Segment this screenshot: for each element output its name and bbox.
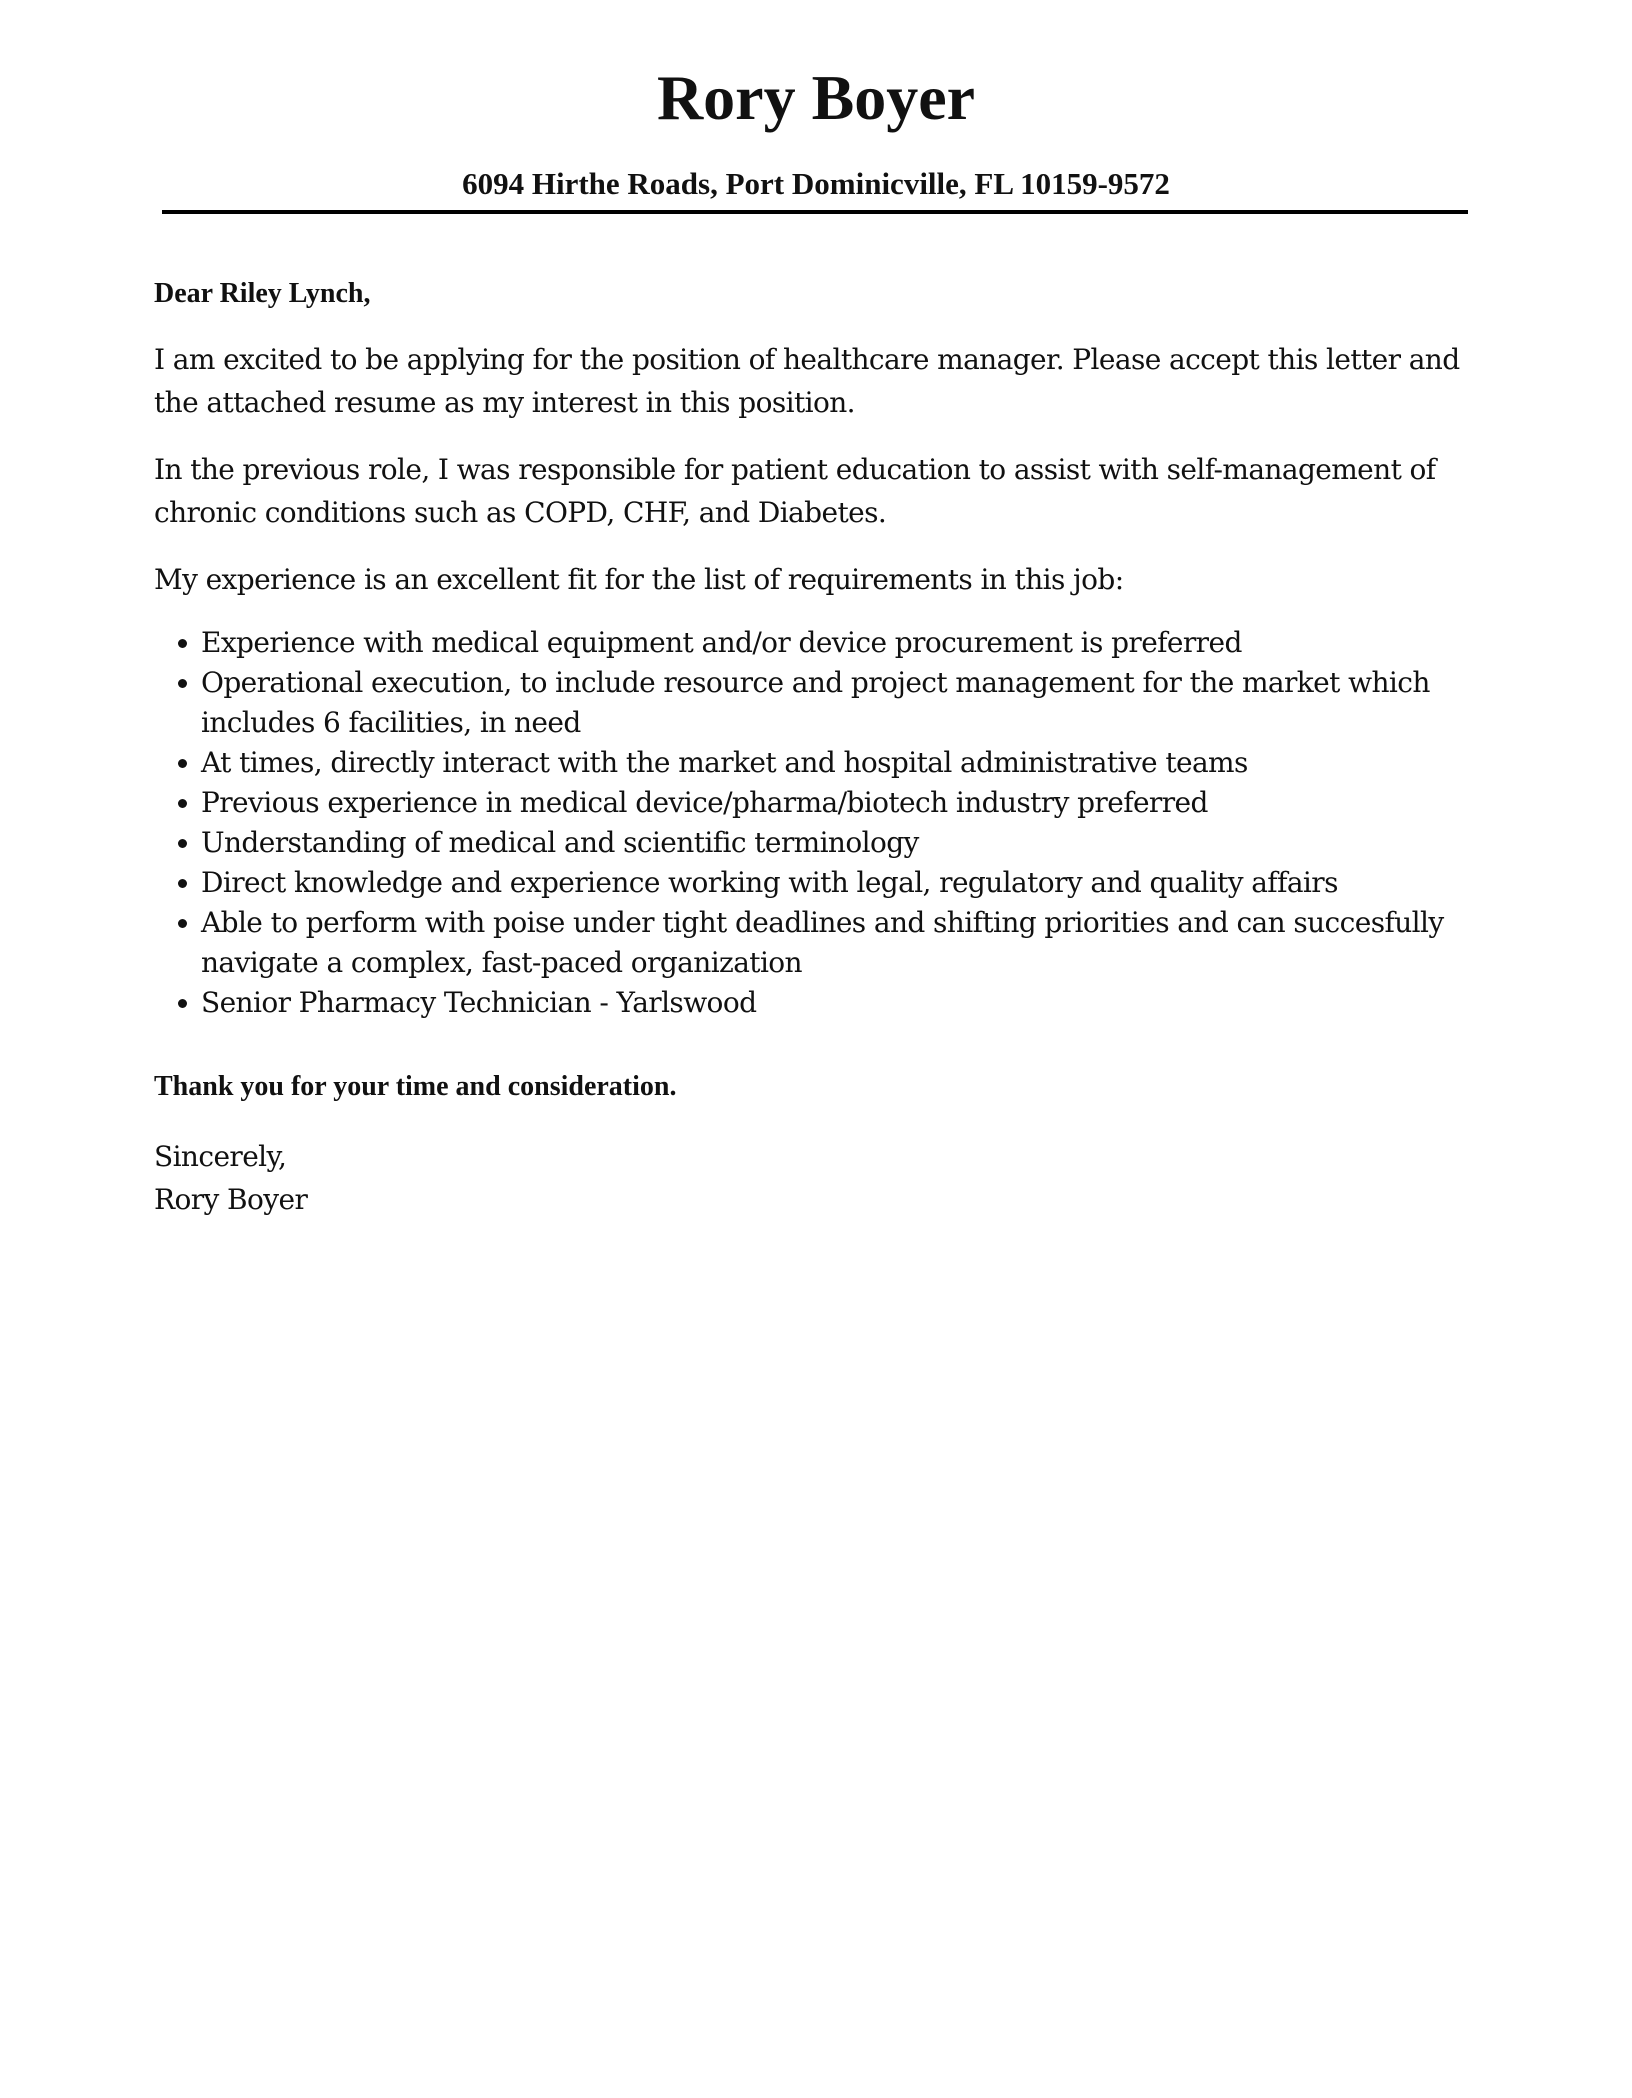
bullet-icon: [178, 999, 187, 1008]
requirements-intro: My experience is an excellent fit for the list of requirements in this job:: [154, 563, 1124, 596]
list-item-text: Operational execution, to include resource and project management for the market which includes 6 facilities, in need: [201, 666, 1430, 739]
list-item-text: Senior Pharmacy Technician - Yarlswood: [201, 986, 757, 1019]
list-item: [154, 783, 1474, 823]
bullet-icon: [178, 799, 187, 808]
list-item-text: Able to perform with poise under tight deadlines and shifting priorities and can succesfully navigate a complex, fast-paced organization: [201, 906, 1444, 979]
applicant-address: 6094 Hirthe Roads, Port Dominicville, FL 10159-9572: [462, 166, 1170, 201]
letter-body: [154, 274, 1474, 1221]
bullet-icon: [178, 839, 187, 848]
list-item-text: Experience with medical equipment and/or device procurement is preferred: [201, 626, 1242, 659]
bullet-icon: [178, 879, 187, 888]
requirements-list: [154, 623, 1474, 1023]
list-item: [154, 983, 1474, 1023]
signature-name: Rory Boyer: [154, 1183, 308, 1216]
applicant-name: Rory Boyer: [656, 62, 976, 133]
bullet-icon: [178, 919, 187, 928]
intro-paragraph: I am excited to be applying for the position of healthcare manager. Please accept this letter and the attached resume as my interest in this position.: [154, 343, 1460, 419]
list-item-text: At times, directly interact with the market and hospital administrative teams: [201, 746, 1248, 779]
salutation: Dear Riley Lynch,: [154, 278, 371, 309]
bullet-icon: [178, 759, 187, 768]
signoff: Sincerely,: [154, 1140, 287, 1173]
bullet-icon: [178, 679, 187, 688]
list-item: [154, 903, 1474, 983]
header-divider: [162, 210, 1468, 214]
list-item-text: Direct knowledge and experience working with legal, regulatory and quality affairs: [201, 866, 1338, 899]
list-item: [154, 623, 1474, 663]
closing-line: Thank you for your time and consideration.: [154, 1071, 677, 1102]
list-item: [154, 743, 1474, 783]
list-item: [154, 663, 1474, 743]
list-item: [154, 823, 1474, 863]
list-item: [154, 863, 1474, 903]
bullet-icon: [178, 639, 187, 648]
list-item-text: Understanding of medical and scientific terminology: [201, 826, 919, 859]
previous-role-paragraph: In the previous role, I was responsible for patient education to assist with self-management of chronic conditions such as COPD, CHF, and Diabetes.: [154, 453, 1436, 529]
list-item-text: Previous experience in medical device/pharma/biotech industry preferred: [201, 786, 1208, 819]
